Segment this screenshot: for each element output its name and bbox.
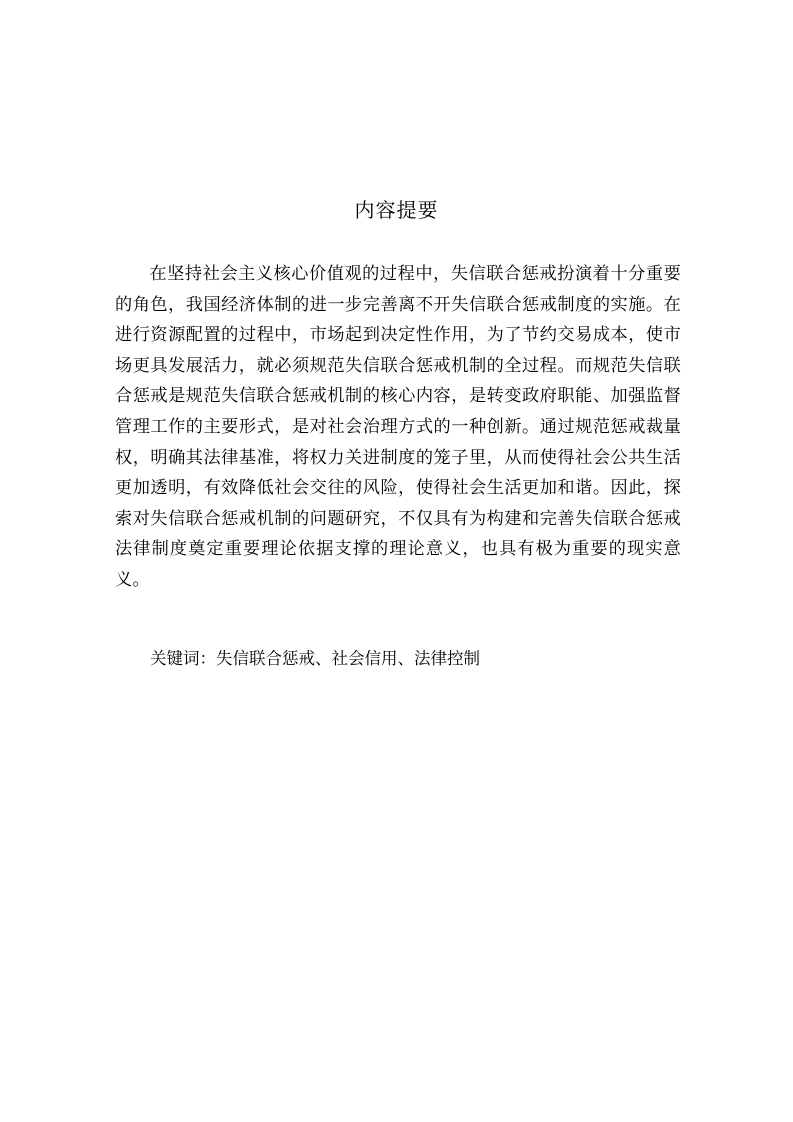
keywords-label: 关键词： (150, 649, 216, 668)
abstract-paragraph: 在坚持社会主义核心价值观的过程中，失信联合惩戒扮演着十分重要的角色，我国经济体制的进一步完善离不开失信联合惩戒制度的实施。在进行资源配置的过程中，市场起到决定性作用，为了节约交易成本，使市场更具发展活力，就必须规范失信联合惩戒机制的全过程。而规范失信联合惩戒是规范失信联合惩戒机制的核心内容，是转变政府职能、加强监督管理工作的主要形式，是对社会治理方式的一种创新。通过规范惩戒裁量权，明确其法律基准，将权力关进制度的笼子里，从而使得社会公共生活更加透明，有效降低社会交往的风险，使得社会生活更加和谐。因此，探索对失信联合惩戒机制的问题研究，不仅具有为构建和完善失信联合惩戒法律制度奠定重要理论依据支撑的理论意义，也具有极为重要的现实意义。 (115, 264, 681, 590)
keywords-list: 失信联合惩戒、社会信用、法律控制 (216, 649, 480, 668)
keywords-line (150, 645, 690, 673)
page-title: 内容提要 (354, 198, 439, 222)
